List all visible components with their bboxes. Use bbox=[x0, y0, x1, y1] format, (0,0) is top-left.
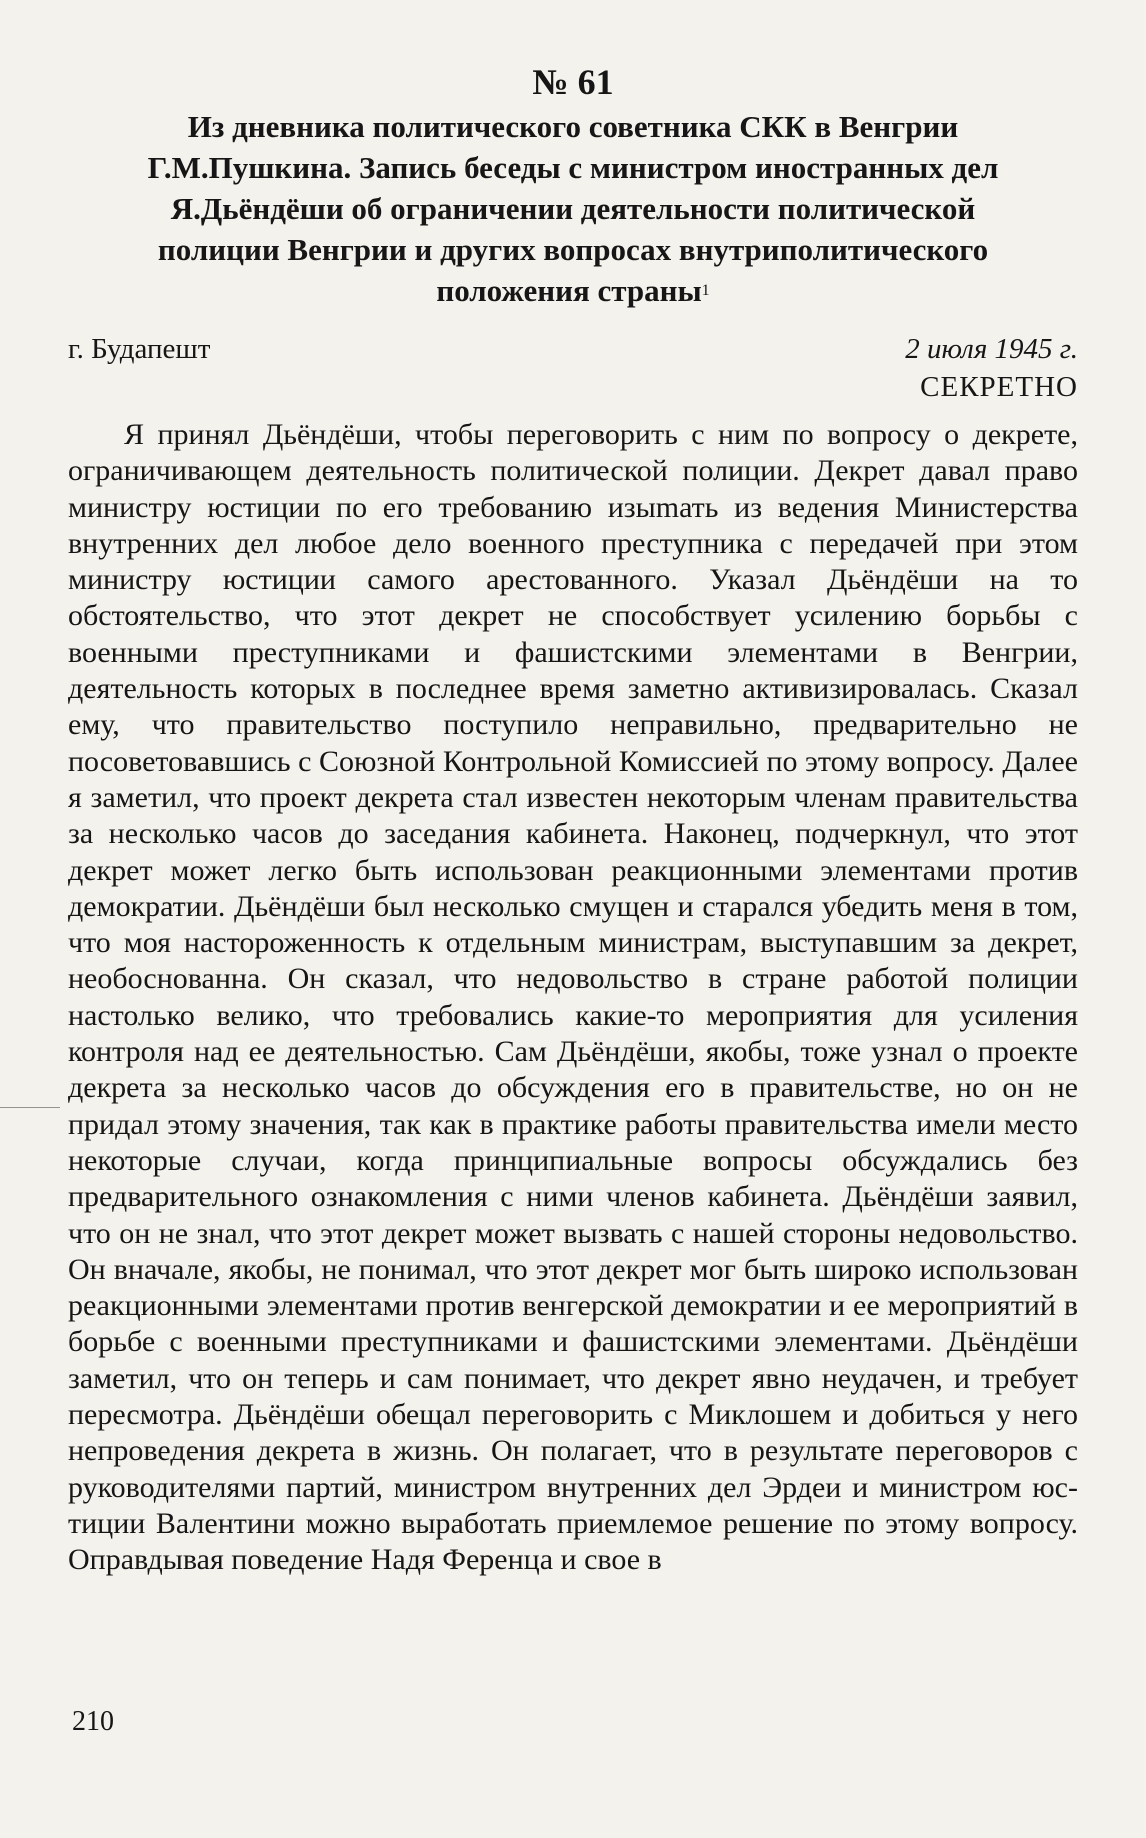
body-paragraph: Я принял Дьёндёши, чтобы переговорить с ним по вопросу о декрете, ограничивающем деятельность политической полиции. Декрет давал право министру юстиции по его требованию изыmать из ведения Министерства внутренних дел любое дело военного преступника с передачей при этом министру юстиции самого арестованного. Указал Дьёндёши на то обстоятельство, что этот декрет не способствует усилению борьбы с военными преступниками и фашистскими элементами в Венгрии, деятельность которых в последнее время заметно активизировалась. Сказал ему, что правительство поступило неправильно, предварительно не посоветовавшись с Союзной Контрольной Комиссией по этому вопросу. Далее я заметил, что проект декрета стал известен некоторым членам правительства за несколько часов до заседания кабинета. Наконец, подчеркнул, что этот декрет может легко быть использован реакционными элементами против демократии. Дьёндёши был несколько смущен и старался убедить меня в том, что моя настороженность к отдельным министрам, выступавшим за декрет, необоснованна. Он сказал, что недовольство в стране работой полиции настолько велико, что требовались какие-то мероприятия для усиления контроля над ее деятельностью. Сам Дьёндёши, якобы, тоже узнал о проекте декрета за несколько часов до обсуждения его в правительстве, но он не придал этому значения, так как в практике работы правительства имели место некоторые случаи, когда принципиальные вопросы обсуждались без предварительного ознакомления с ними членов кабинета. Дьёндёши заявил, что он не знал, что этот декрет может вызвать с нашей стороны недовольство. Он вначале, якобы, не понимал, что этот декрет мог быть широко использован реакционными элементами против венгерской демократии и ее мероприятий в борьбе с военными преступниками и фашистскими элементами. Дьёндёши заметил, что он теперь и сам понимает, что декрет явно неудачен, и требует пересмотра. Дьёндёши обещал переговорить с Миклошем и добиться у него непроведения декрета в жизнь. Он полагает, что в результате переговоров с руководителями партий, министром внутренних дел Эрдеи и министром юстиции Валентини можно выработать приемлемое решение по этому вопросу. Оправдывая поведение Надя Ференца и свое в bbox=[68, 418, 1078, 1577]
document-title-text: Из дневника политического советника СКК в Венгрии Г.М.Пушкина. Запись беседы с министром иностранных дел Я.Дьёндёши об ограничении деятельности политической полиции Венгрии и других вопросах внутриполитического положения страны bbox=[147, 109, 999, 308]
page-number: 210 bbox=[72, 1706, 114, 1737]
document-title bbox=[123, 106, 1023, 311]
date: 2 июля 1945 г. bbox=[905, 333, 1078, 365]
classification-stamp: СЕКРЕТНО bbox=[920, 371, 1078, 403]
document-page bbox=[68, 62, 1078, 1579]
place-date-row bbox=[68, 331, 1078, 367]
place: г. Будапешт bbox=[68, 333, 211, 365]
document-number: № 61 bbox=[532, 62, 614, 102]
margin-mark bbox=[0, 1107, 60, 1108]
footnote-marker: 1 bbox=[701, 282, 710, 299]
